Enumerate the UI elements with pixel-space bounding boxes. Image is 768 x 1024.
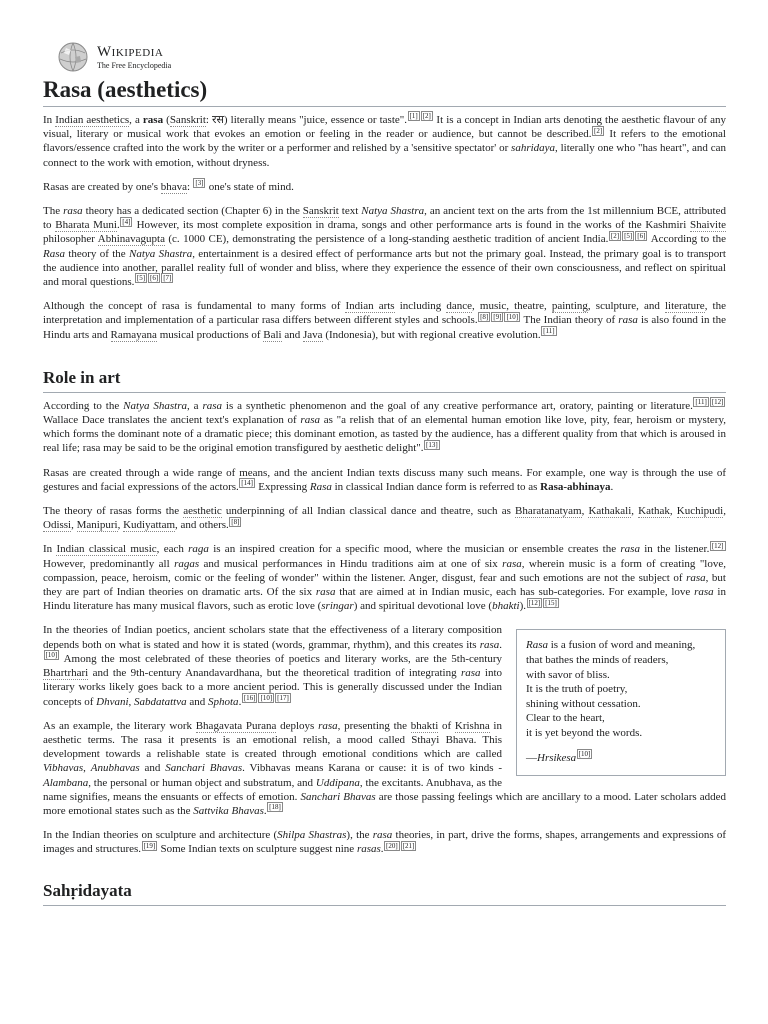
link-painting[interactable]: painting [551,300,588,313]
citation-ref[interactable]: [10] [260,693,273,702]
quote-line: Rasa is a fusion of word and meaning, [526,639,696,652]
intro-paragraph-1: In Indian aesthetics, a rasa (Sanskrit: रस) literally means "juice, essence or taste". [1] [2] It is a concept in Indian arts denoting the aesthetic flavour of any visual, literary or musical work that evokes an emotion or feeling in the reader or audience, but cannot be described. [2] It refers to the emotional flavors/essence crafted into the work by the writer or a performer and relished by a 'sensitive spectator' or sahridaya, literally one who "has heart", and can connect to the work with emotion, without dryness. [43,112,727,169]
link-indian-classical-music[interactable]: Indian classical music [56,543,157,556]
citation-ref[interactable]: [11] [543,326,555,335]
link-krishna[interactable]: Krishna [454,719,490,732]
link-kudiyattam[interactable]: Kudiyattam [123,519,176,532]
wordmark-tagline: The Free Encyclopedia [97,60,172,70]
citation-ref[interactable]: [15] [545,598,557,607]
citation-ref[interactable]: [17] [277,693,289,702]
citation-ref[interactable]: [12] [528,598,541,607]
quote-line: shining without cessation. [526,697,641,710]
citation-ref[interactable]: [18] [269,803,281,812]
citation-ref[interactable]: [4] [122,217,131,226]
role-paragraph-6: As an example, the literary work Bhagavata Purana deploys rasa, presenting the bhakti of Krishna in aesthetic terms. The rasa it presents is an emotional relish, a mood called Sthayi Bhava. This development towards a relishable state is created through emotional conditions which are called Vibhavas, Anubhavas and Sanchari Bhavas. Vibhavas means Karana or cause: it is of two kinds - Alambana, the personal or human object and substratum, and Uddipana, the excitants. Anubhava, as the name signifies, means the ensuants or effects of emotion. Sanchari Bhavas are those passing feelings which are ancillary to a mood. Later scholars added more emotional states such as the Sattvika Bhavas. [18] [43,719,727,817]
quote-attribution: —Hrsikesa [10] [526,749,591,764]
role-paragraph-3: The theory of rasas forms the aesthetic underpinning of all Indian classical dance and theatre, such as Bharatanatyam, Kathakali, Kathak, Kuchipudi, Odissi, Manipuri, Kudiyattam, and others. [8] [43,505,726,532]
citation-ref[interactable]: [6] [150,274,159,283]
link-bhava[interactable]: bhava [160,180,187,193]
quote-line: that bathes the minds of readers, [526,654,669,667]
link-kathakali[interactable]: Kathakali [588,505,632,518]
citation-ref[interactable]: [19] [143,841,156,850]
link-abhinavagupta[interactable]: Abhinavagupta [97,233,165,246]
citation-ref[interactable]: [20] [386,841,398,850]
citation-ref[interactable]: [2] [422,112,431,121]
quote-line: It is the truth of poetry, [526,683,628,696]
citation-ref[interactable]: [5] [624,231,633,240]
role-paragraph-1: According to the Natya Shastra, a rasa is a synthetic phenomenon and the goal of any creative performance art, oratory, painting or literature. [11] [12] Wallace Dace translates the ancient text's explanation of rasa as "a relish that of an elemental human emotion like love, pity, fear, heroism or mystery, which forms the dominant note of a dramatic piece; this dominant emotion, as tasted by the audience, has a different quality from that which is aroused in real life; rasa may be said to be the original emotion transfigured by aesthetic delight". [13] [43,398,726,455]
link-bhakti[interactable]: bhakti [410,719,439,732]
citation-ref[interactable]: [21] [402,841,415,850]
link-indian-aesthetics[interactable]: Indian aesthetics [55,114,130,126]
citation-ref[interactable]: [7] [163,274,172,283]
link-dance[interactable]: dance [446,300,473,313]
citation-ref[interactable]: [14] [241,479,253,488]
citation-ref[interactable]: [11] [695,398,707,407]
intro-paragraph-2: Rasas are created by one's bhava: [3] one's state of mind. [43,179,294,193]
citation-ref[interactable]: [8] [480,312,489,321]
citation-ref[interactable]: [3] [195,179,204,188]
link-bharatanatyam[interactable]: Bharatanatyam [515,505,582,518]
link-sanskrit[interactable]: Sanskrit [169,114,206,126]
link-indian-arts[interactable]: Indian arts [345,300,395,313]
citation-ref[interactable]: [10] [506,312,519,321]
quote-first-word: Rasa [526,639,548,652]
link-java[interactable]: Java [303,328,323,341]
wordmark [97,45,171,70]
link-music[interactable]: music [479,300,507,313]
citation-ref[interactable]: [13] [426,440,438,449]
wikipedia-branding[interactable] [43,40,726,74]
role-paragraph-4: In Indian classical music, each raga is an inspired creation for a specific mood, where the musician or ensemble creates the rasa in the listener. [12] However, predominantly all ragas and musical performances in Hindu traditions aim at one of six rasa, wherein music is a form of creating "love, compassion, peace, heroism, comic or the feeling of wonder" within the listener. Anger, disgust, fear and such emotions are not the subject of rasa, but they are part of Indian theories on dramatic arts. Of the six rasa that are aimed at in Indian music, each has sub-categories. For example, love rasa in Hindu literature has many musical flavors, such as erotic love (sringar) and spiritual devotional love (bhakti). [12] [15] [43,541,726,613]
citation-ref[interactable]: [12] [711,398,724,407]
link-shaivite[interactable]: Shaivite [689,219,727,232]
quote-box [516,629,726,776]
intro-paragraph-4: Although the concept of rasa is fundamental to many forms of Indian arts including dance, music, theatre, painting, sculpture, and literature, the interpretation and implementation of a particular rasa differs between different styles and schools. [8] [9] [10] The Indian theory of rasa is also found in the Hindu arts and Ramayana musical productions of Bali and Java (Indonesia), but with regional creative evolution. [11] [43,300,726,341]
link-aesthetic[interactable]: aesthetic [183,505,222,518]
globe-puzzle-icon [57,41,89,73]
citation-ref[interactable]: [10] [578,749,591,758]
section-heading-role-in-art: Role in art [43,366,726,393]
article-page [43,40,726,906]
role-paragraph-5: In the theories of Indian poetics, ancient scholars state that the effectiveness of a literary composition depends both on what is stated and how it is stated (words, grammar, rhythm), and this creates its rasa.[10] Among the most celebrated of these theories of poetics and literary works, are the 5th-century Bhartrhari and the 9th-century Anandavardhana, but the theoretical tradition of integrating rasa into literary works likely goes back to a more ancient period. This is generally discussed under the Indian concepts of Dhvani, Sabdatattva and Sphota. [16] [10] [17] [43,624,502,708]
section-heading-sahridayata: Sahṛidayata [43,879,726,906]
citation-ref[interactable]: [9] [493,312,502,321]
citation-ref[interactable]: [5] [136,274,146,283]
link-literature[interactable]: literature [664,300,705,313]
link-bali[interactable]: Bali [263,328,282,341]
citation-ref[interactable]: [2] [610,231,620,240]
page-title: Rasa (aesthetics) [43,76,726,107]
citation-ref[interactable]: [8] [231,517,240,526]
link-manipuri[interactable]: Manipuri [76,519,118,532]
link-odissi[interactable]: Odissi [43,519,72,532]
role-paragraph-7: In the Indian theories on sculpture and architecture (Shilpa Shastras), the rasa theories, in part, drive the forms, shapes, arrangements and expressions of images and structures. [19] Some Indian texts on sculpture suggest nine rasas. [20] [21] [43,829,727,856]
citation-ref[interactable]: [2] [594,126,603,135]
citation-ref[interactable]: [16] [243,693,256,702]
link-bhagavata-purana[interactable]: Bhagavata Purana [195,719,277,732]
link-bhartrhari[interactable]: Bhartrhari [43,667,89,680]
quote-line: Clear to the heart, [526,712,605,725]
link-sanskrit[interactable]: Sanskrit [302,205,339,218]
quote-line: it is yet beyond the words. [526,727,643,740]
citation-ref[interactable]: [10] [45,651,58,660]
intro-paragraph-3: The rasa theory has a dedicated section (Chapter 6) in the Sanskrit text Natya Shastra, an ancient text on the arts from the 1st millennium BCE, attributed to Bharata Muni. [4] However, its most complete exposition in drama, songs and other performance arts is found in the works of the Kashmiri Shaivite philosopher Abhinavagupta (c. 1000 CE), demonstrating the persistence of a long-standing aesthetic tradition of ancient India. [2] [5] [6] According to the Rasa theory of the Natya Shastra, entertainment is a desired effect of performance arts but not the primary goal. Instead, the primary goal is to transport the audience into another, parallel reality full of wonder and bliss, where they experience the essence of their own consciousness, and reflect on spiritual and moral questions. [5] [6] [7] [43,205,727,289]
citation-ref[interactable]: [6] [637,231,646,240]
citation-ref[interactable]: [12] [711,541,724,550]
role-paragraph-2: Rasas are created through a wide range of means, and the ancient Indian texts discuss many such means. For example, one way is through the use of gestures and facial expressions of the actors. [14] Expressing Rasa in classical Indian dance form is referred to as Rasa-abhinaya. [43,466,726,493]
link-kuchipudi[interactable]: Kuchipudi [676,505,724,518]
link-ramayana[interactable]: Ramayana [110,328,157,341]
link-bharata-muni[interactable]: Bharata Muni [55,219,117,232]
wordmark-title: Wikipedia [97,43,164,60]
citation-ref[interactable]: [1] [409,112,418,121]
quote-line: with savor of bliss. [526,668,610,681]
link-kathak[interactable]: Kathak [638,505,670,518]
